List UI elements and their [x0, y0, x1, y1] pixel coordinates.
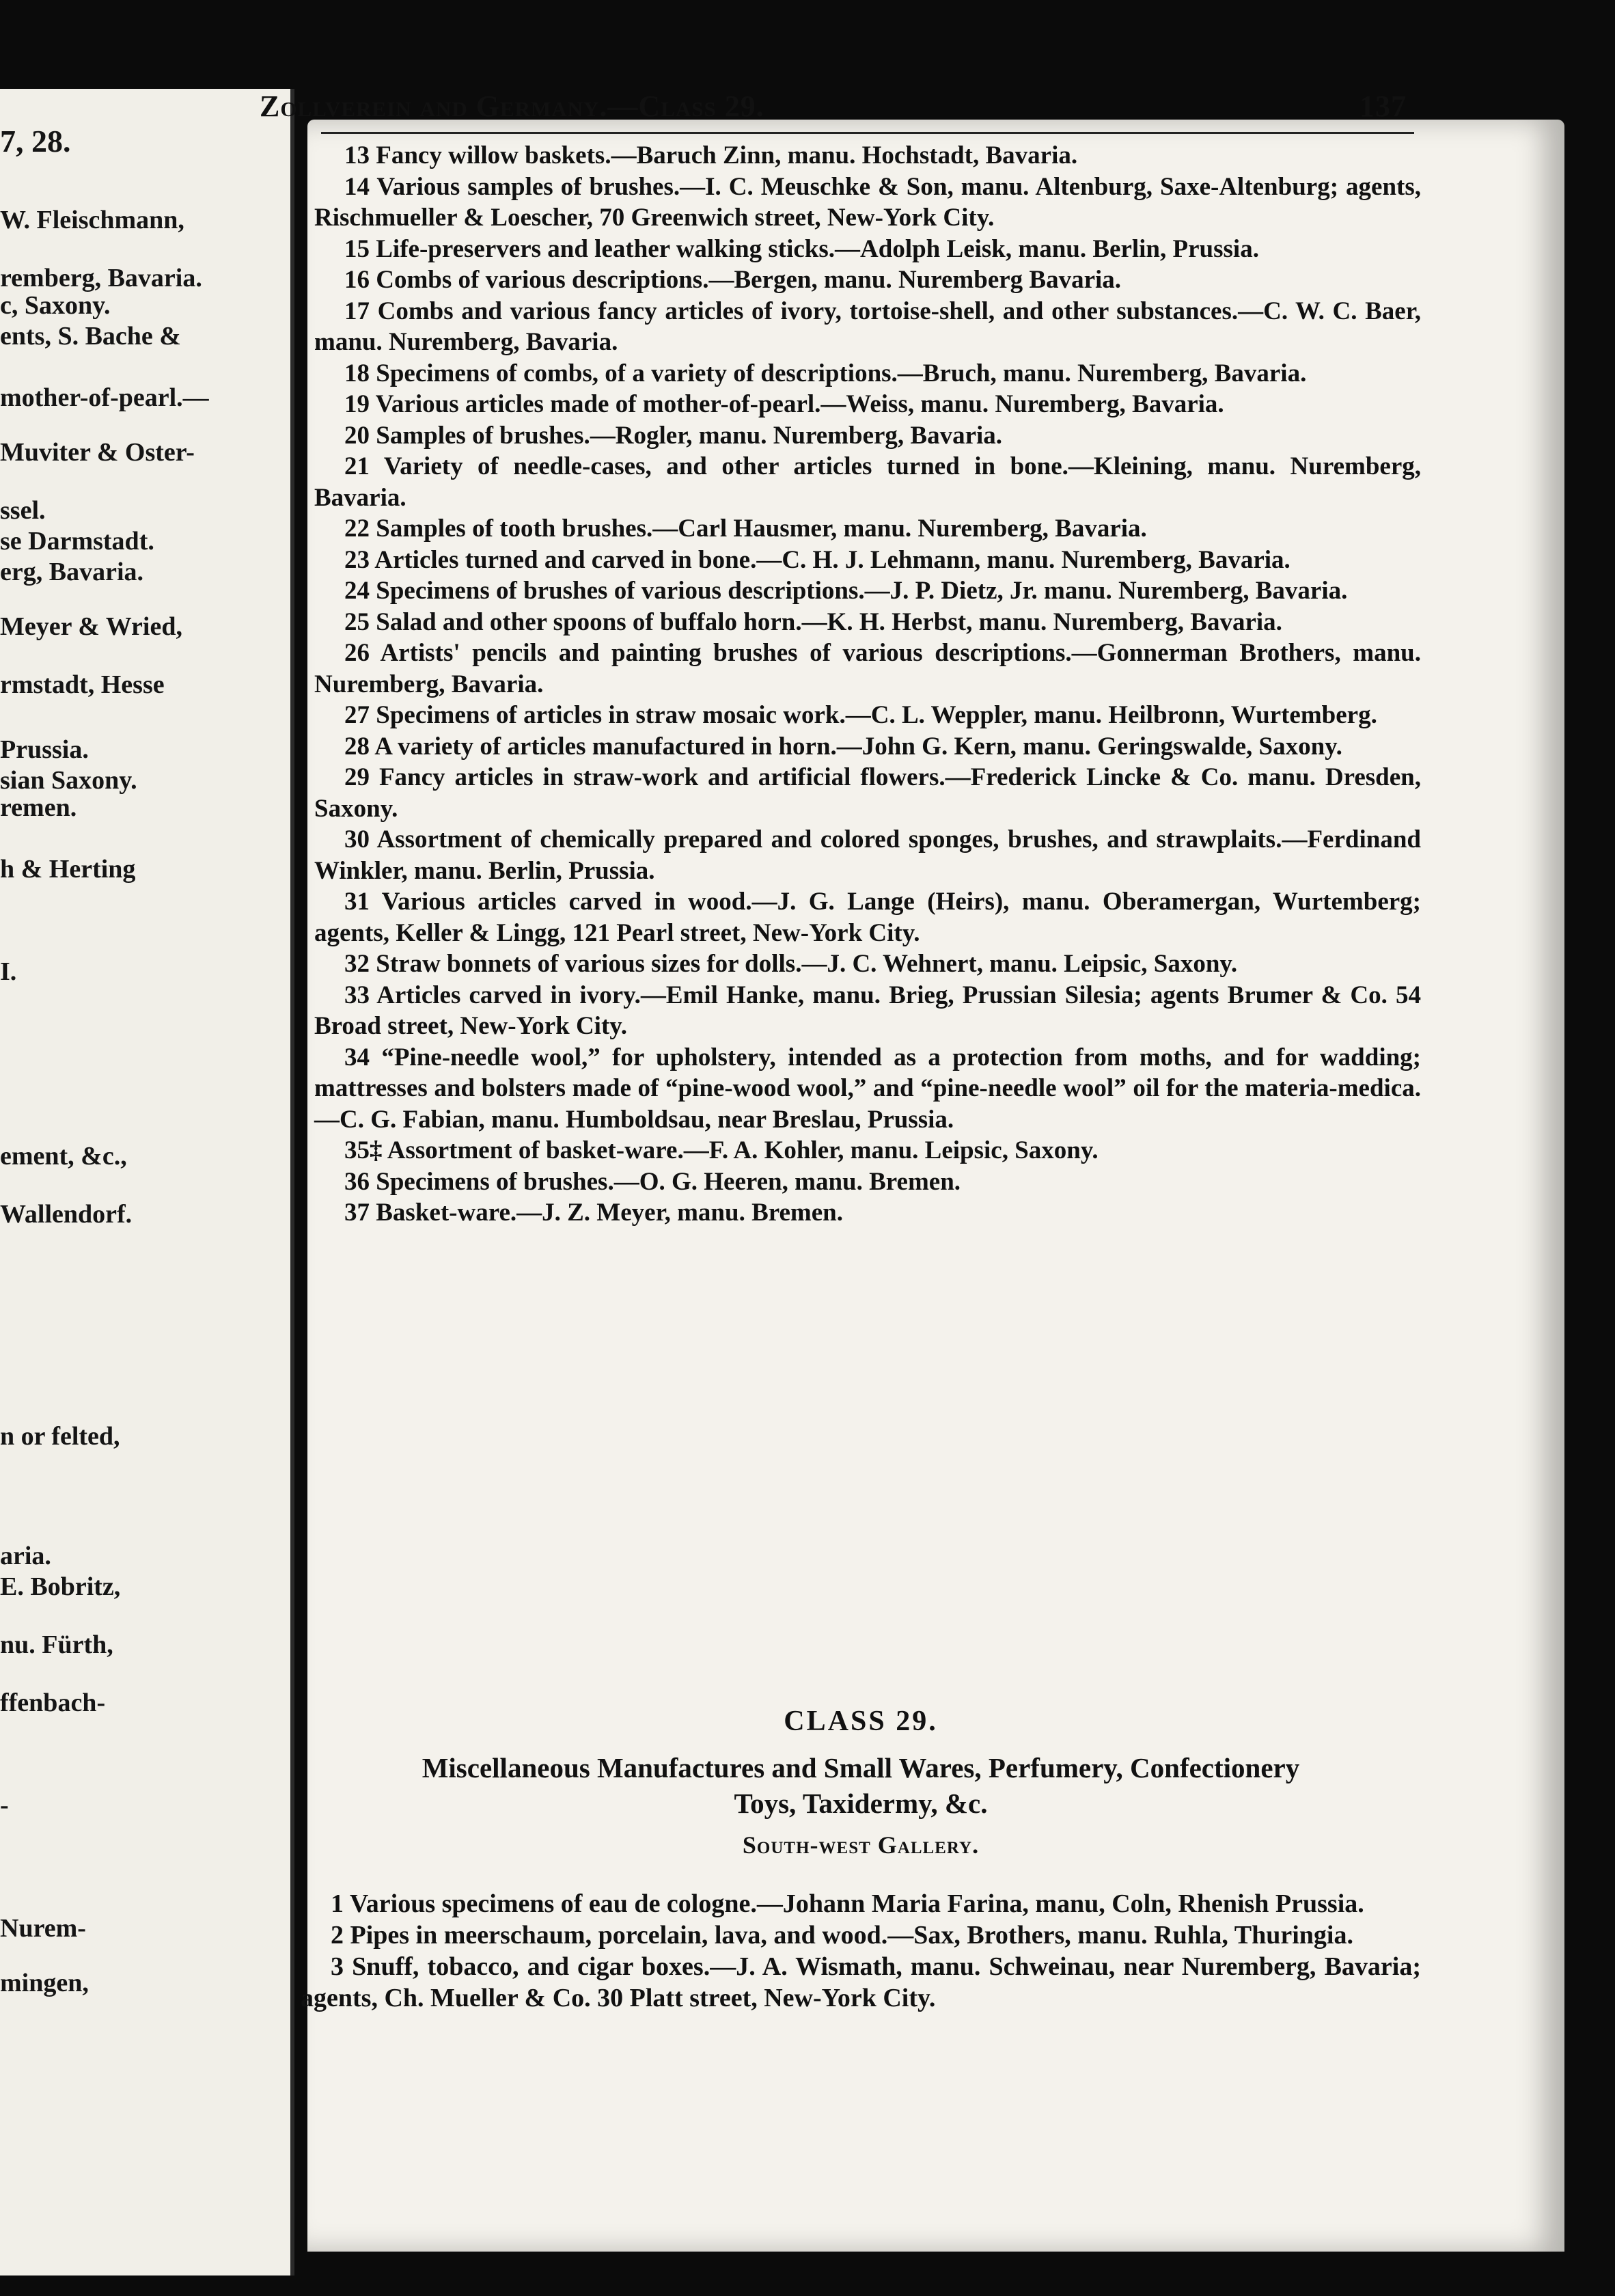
exhibit-entry	[314, 140, 1421, 172]
left-page-line: Wallendorf.	[0, 1200, 133, 1229]
entry-number: 34	[344, 1043, 370, 1071]
exhibit-entry	[314, 172, 1421, 234]
left-page-line: remberg, Bavaria.	[0, 264, 202, 292]
entry-text: Various articles made of mother-of-pearl.—Weiss, manu. Nuremberg, Bavaria.	[375, 390, 1224, 418]
exhibit-entry	[314, 1135, 1421, 1166]
entry-text: Assortment of chemically prepared and colored sponges, brushes, and strawplaits.—Ferdinand Winkler, manu. Berlin, Prussia.	[314, 825, 1421, 885]
class-subtitle-line2: Toys, Taxidermy, &c.	[734, 1788, 988, 1819]
left-page-line: rmstadt, Hesse	[0, 670, 165, 699]
left-page-line: ffenbach-	[0, 1689, 106, 1717]
entry-text: Samples of tooth brushes.—Carl Hausmer, manu. Nuremberg, Bavaria.	[376, 515, 1147, 543]
exhibit-entry	[314, 545, 1421, 576]
exhibit-entry	[314, 575, 1421, 607]
class-heading-block	[301, 1705, 1421, 1859]
running-title: Zollverein and Germany.—Class 29.	[260, 90, 764, 123]
entry-number: 18	[344, 359, 370, 387]
entry-number: 1	[331, 1889, 344, 1918]
entry-number: 37	[344, 1199, 370, 1227]
entry-text: Fancy willow baskets.—Baruch Zinn, manu. Hochstadt, Bavaria.	[376, 141, 1078, 169]
exhibit-entry	[314, 948, 1421, 980]
left-page-line: mother-of-pearl.—	[0, 383, 209, 412]
exhibit-entry	[314, 762, 1421, 824]
page-number: 137	[1359, 90, 1407, 123]
entry-text: Combs and various fancy articles of ivory, tortoise-shell, and other substances.—C. W. C. Baer, manu. Nuremberg, Bavaria.	[314, 297, 1422, 356]
left-page-line: E. Bobritz,	[0, 1572, 121, 1601]
exhibit-entry	[314, 700, 1421, 731]
entry-number: 32	[344, 950, 370, 978]
exhibit-entry	[314, 731, 1421, 763]
entry-number: 22	[344, 515, 370, 543]
left-page-line: W. Fleischmann,	[0, 206, 184, 234]
entry-number: 23	[344, 545, 370, 574]
exhibit-entry	[314, 980, 1421, 1042]
exhibit-entry	[314, 264, 1421, 296]
entry-text: Fancy articles in straw-work and artificial flowers.—Frederick Lincke & Co. manu. Dresden, Saxony.	[314, 763, 1421, 823]
exhibit-entry	[314, 234, 1421, 265]
entry-text: Basket-ware.—J. Z. Meyer, manu. Bremen.	[376, 1199, 843, 1227]
left-page-line: ement, &c.,	[0, 1142, 127, 1171]
exhibit-entry	[314, 420, 1421, 452]
exhibit-entries	[314, 140, 1421, 1229]
entry-number: 19	[344, 390, 370, 418]
left-page-line: h & Herting	[0, 855, 136, 884]
entry-text: Samples of brushes.—Rogler, manu. Nuremberg, Bavaria.	[376, 421, 1003, 450]
left-page-line: remen.	[0, 793, 77, 822]
entry-text: Snuff, tobacco, and cigar boxes.—J. A. Wismath, manu. Schweinau, near Nuremberg, Bavaria; agents, Ch. Mueller & Co. 30 Platt street, New-York City.	[301, 1952, 1422, 2012]
exhibit-entry	[314, 824, 1421, 886]
exhibit-entry	[301, 1919, 1421, 1951]
entry-number: 3	[331, 1952, 344, 1981]
class-subtitle-line1: Miscellaneous Manufactures and Small Wares, Perfumery, Confectionery	[422, 1752, 1300, 1784]
class-title: CLASS 29.	[784, 1706, 938, 1737]
entry-text: Artists' pencils and painting brushes of various descriptions.—Gonnerman Brothers, manu. Nuremberg, Bavaria.	[314, 639, 1421, 698]
entry-number: 30	[344, 825, 370, 853]
entry-text: Various articles carved in wood.—J. G. Lange (Heirs), manu. Oberamergan, Wurtemberg; agents, Keller & Lingg, 121 Pearl street, New-York City.	[314, 888, 1421, 947]
entry-number: 26	[344, 639, 370, 667]
left-page-line: -	[0, 1791, 9, 1820]
exhibit-entry	[314, 1166, 1421, 1198]
left-facing-page	[0, 89, 294, 2276]
exhibit-entry	[314, 358, 1421, 390]
header-rule	[321, 132, 1414, 134]
left-page-line: mingen,	[0, 1969, 89, 1997]
left-page-line: I.	[0, 957, 17, 986]
entry-text: Salad and other spoons of buffalo horn.—K. H. Herbst, manu. Nuremberg, Bavaria.	[376, 607, 1282, 636]
entry-number: 16	[344, 266, 370, 294]
entry-number: 14	[344, 172, 370, 201]
left-page-line: ssel.	[0, 496, 46, 525]
entry-text: Specimens of articles in straw mosaic work.—C. L. Weppler, manu. Heilbronn, Wurtemberg.	[376, 701, 1377, 729]
entry-text: Pipes in meerschaum, porcelain, lava, and wood.—Sax, Brothers, manu. Ruhla, Thuringia.	[350, 1921, 1353, 1950]
entry-text: Life-preservers and leather walking sticks.—Adolph Leisk, manu. Berlin, Prussia.	[376, 234, 1259, 263]
left-page-line: aria.	[0, 1542, 51, 1570]
exhibit-entry	[314, 886, 1421, 948]
entry-number: 29	[344, 763, 370, 791]
exhibit-entry	[314, 607, 1421, 638]
exhibit-entry	[314, 296, 1421, 358]
exhibit-entry	[314, 389, 1421, 420]
left-page-line: 7, 28.	[0, 124, 71, 159]
entry-text: Straw bonnets of various sizes for dolls.—J. C. Wehnert, manu. Leipsic, Saxony.	[376, 950, 1238, 978]
entry-text: “Pine-needle wool,” for upholstery, intended as a protection from moths, and for wadding; mattresses and bolsters made of “pine-wood wool,” and “pine-needle wool” oil for the materia-medica.—C. G. Fabian, manu. Humboldsau, near Breslau, Prussia.	[314, 1043, 1422, 1134]
entry-text: Various samples of brushes.—I. C. Meuschke & Son, manu. Altenburg, Saxe-Altenburg; agents, Rischmueller & Loescher, 70 Greenwich street, New-York City.	[314, 172, 1421, 232]
entry-number: 2	[331, 1921, 344, 1950]
exhibit-entry	[314, 451, 1421, 513]
entry-text: Articles turned and carved in bone.—C. H. J. Lehmann, manu. Nuremberg, Bavaria.	[374, 545, 1290, 574]
left-page-line: c, Saxony.	[0, 291, 111, 320]
entry-text: Specimens of combs, of a variety of descriptions.—Bruch, manu. Nuremberg, Bavaria.	[376, 359, 1307, 387]
entry-text: Specimens of brushes.—O. G. Heeren, manu. Bremen.	[376, 1167, 961, 1196]
entry-number: 28	[344, 732, 370, 761]
entry-text: Combs of various descriptions.—Bergen, manu. Nuremberg Bavaria.	[376, 266, 1122, 294]
entry-number: 25	[344, 607, 370, 636]
entry-text: Various specimens of eau de cologne.—Johann Maria Farina, manu, Coln, Rhenish Prussia.	[349, 1889, 1364, 1918]
entry-text: Specimens of brushes of various descriptions.—J. P. Dietz, Jr. manu. Nuremberg, Bavaria.	[376, 577, 1348, 605]
left-page-line: Muviter & Oster-	[0, 438, 195, 467]
entry-text: Assortment of basket-ware.—F. A. Kohler, manu. Leipsic, Saxony.	[387, 1136, 1099, 1164]
entry-number: 27	[344, 701, 370, 729]
entry-number: 13	[344, 141, 370, 169]
left-page-line: Nurem-	[0, 1914, 86, 1943]
class-subtitle	[301, 1750, 1421, 1821]
exhibit-entry	[314, 638, 1421, 700]
left-page-line: se Darmstadt.	[0, 527, 154, 556]
left-page-line: nu. Fürth,	[0, 1630, 113, 1659]
page-header	[260, 89, 1421, 130]
exhibit-entry	[314, 513, 1421, 545]
left-page-line: ents, S. Bache &	[0, 322, 181, 351]
entry-number: 20	[344, 421, 370, 450]
entry-number: 21	[344, 452, 370, 480]
exhibit-entry	[301, 1951, 1421, 2014]
left-page-line: Meyer & Wried,	[0, 612, 182, 641]
entry-text: A variety of articles manufactured in horn.—John G. Kern, manu. Geringswalde, Saxony.	[374, 732, 1342, 761]
exhibit-entry	[314, 1197, 1421, 1229]
entry-number: 35‡	[344, 1136, 383, 1164]
gallery-label: South-west Gallery.	[742, 1831, 980, 1859]
exhibit-entry	[314, 1042, 1421, 1136]
entry-number: 24	[344, 577, 370, 605]
left-page-line: sian Saxony.	[0, 766, 137, 795]
entry-number: 17	[344, 297, 370, 325]
exhibit-entry	[301, 1888, 1421, 1919]
left-page-line: n or felted,	[0, 1422, 120, 1451]
entry-number: 31	[344, 888, 370, 916]
entry-number: 36	[344, 1167, 370, 1196]
entry-number: 15	[344, 234, 370, 263]
left-page-line: erg, Bavaria.	[0, 558, 144, 586]
left-page-line: Prussia.	[0, 735, 89, 764]
entry-text: Articles carved in ivory.—Emil Hanke, manu. Brieg, Prussian Silesia; agents Brumer & Co. 54 Broad street, New-York City.	[314, 981, 1421, 1040]
class-29-entries	[301, 1888, 1421, 2014]
entry-text: Variety of needle-cases, and other articles turned in bone.—Kleining, manu. Nuremberg, Bavaria.	[314, 452, 1421, 512]
entry-number: 33	[344, 981, 370, 1009]
